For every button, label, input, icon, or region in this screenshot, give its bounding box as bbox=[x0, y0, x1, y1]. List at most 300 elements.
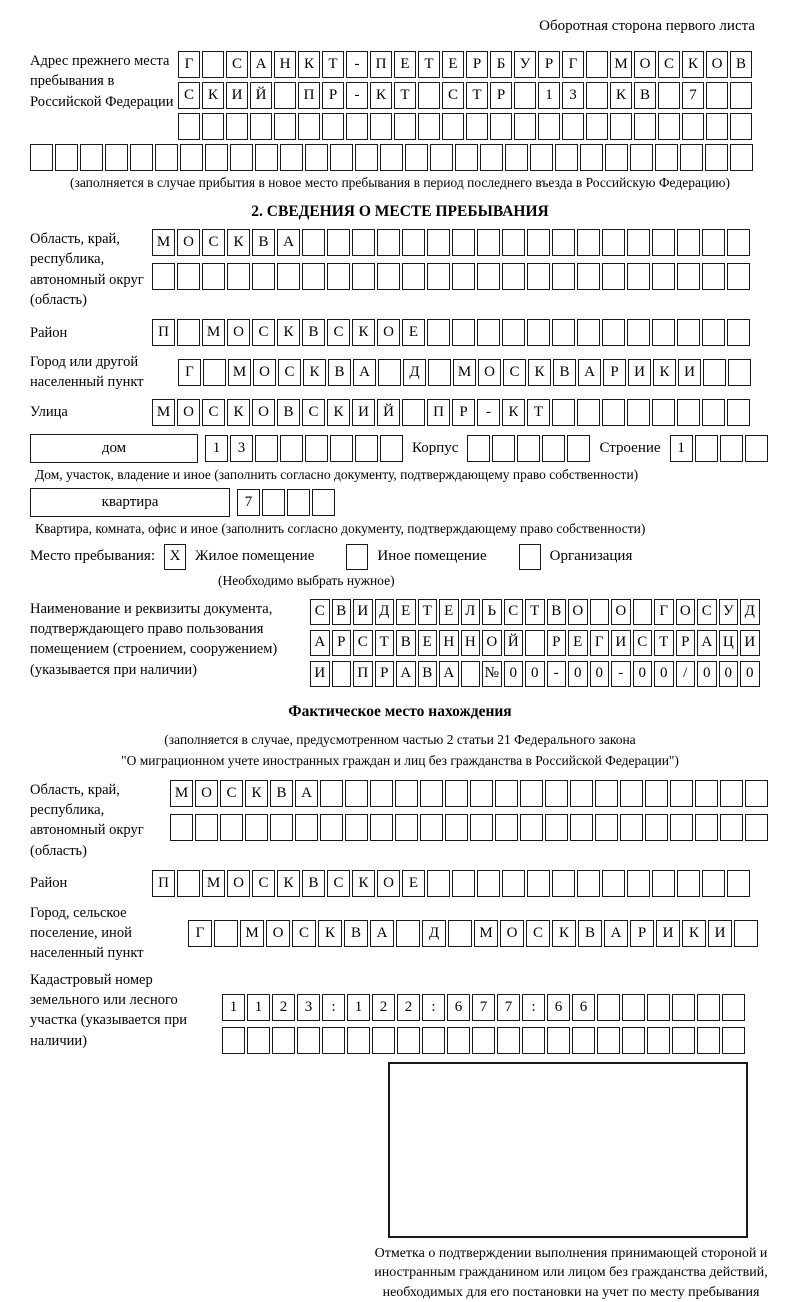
char-cell[interactable] bbox=[420, 814, 443, 841]
char-cell[interactable]: 7 bbox=[682, 82, 704, 109]
char-cell[interactable] bbox=[345, 814, 368, 841]
char-cell[interactable]: С bbox=[202, 399, 225, 426]
char-cell[interactable] bbox=[418, 82, 440, 109]
char-cell[interactable]: Д bbox=[740, 599, 760, 625]
char-cell[interactable]: С bbox=[310, 599, 330, 625]
char-cell[interactable]: К bbox=[610, 82, 632, 109]
char-cell[interactable]: О bbox=[177, 229, 200, 256]
char-cell[interactable] bbox=[720, 780, 743, 807]
char-cell[interactable] bbox=[552, 229, 575, 256]
char-cell[interactable] bbox=[280, 144, 303, 171]
char-cell[interactable]: К bbox=[653, 359, 676, 386]
char-cell[interactable] bbox=[570, 814, 593, 841]
char-cell[interactable] bbox=[525, 630, 545, 656]
char-cell[interactable]: 0 bbox=[697, 661, 717, 687]
char-cell[interactable]: О bbox=[676, 599, 696, 625]
char-cell[interactable] bbox=[452, 870, 475, 897]
char-cell[interactable] bbox=[602, 263, 625, 290]
char-cell[interactable] bbox=[495, 814, 518, 841]
char-cell[interactable] bbox=[477, 870, 500, 897]
char-cell[interactable]: П bbox=[298, 82, 320, 109]
char-cell[interactable]: / bbox=[676, 661, 696, 687]
char-cell[interactable] bbox=[322, 113, 344, 140]
char-cell[interactable] bbox=[727, 263, 750, 290]
char-cell[interactable] bbox=[527, 319, 550, 346]
char-cell[interactable] bbox=[377, 263, 400, 290]
char-cell[interactable] bbox=[522, 1027, 545, 1054]
char-cell[interactable]: С bbox=[353, 630, 373, 656]
char-cell[interactable] bbox=[577, 263, 600, 290]
char-cell[interactable]: - bbox=[346, 82, 368, 109]
char-cell[interactable] bbox=[80, 144, 103, 171]
char-cell[interactable]: М bbox=[152, 229, 175, 256]
char-cell[interactable] bbox=[295, 814, 318, 841]
char-cell[interactable] bbox=[562, 113, 584, 140]
char-cell[interactable] bbox=[255, 144, 278, 171]
char-cell[interactable]: К bbox=[327, 399, 350, 426]
char-cell[interactable] bbox=[547, 1027, 570, 1054]
char-cell[interactable]: Р bbox=[466, 51, 488, 78]
char-cell[interactable] bbox=[427, 229, 450, 256]
char-cell[interactable] bbox=[280, 435, 303, 462]
char-cell[interactable] bbox=[697, 994, 720, 1021]
char-cell[interactable] bbox=[332, 661, 352, 687]
char-cell[interactable]: Р bbox=[676, 630, 696, 656]
char-cell[interactable] bbox=[527, 229, 550, 256]
char-cell[interactable] bbox=[602, 399, 625, 426]
char-cell[interactable] bbox=[514, 82, 536, 109]
char-cell[interactable]: К bbox=[277, 319, 300, 346]
char-cell[interactable]: Ц bbox=[719, 630, 739, 656]
char-cell[interactable] bbox=[570, 780, 593, 807]
char-cell[interactable] bbox=[205, 144, 228, 171]
char-cell[interactable] bbox=[627, 229, 650, 256]
char-cell[interactable] bbox=[745, 435, 768, 462]
char-cell[interactable]: 0 bbox=[568, 661, 588, 687]
char-cell[interactable] bbox=[682, 113, 704, 140]
char-cell[interactable] bbox=[428, 359, 451, 386]
char-cell[interactable]: А bbox=[604, 920, 628, 947]
char-cell[interactable] bbox=[347, 1027, 370, 1054]
char-cell[interactable] bbox=[658, 113, 680, 140]
char-cell[interactable] bbox=[552, 319, 575, 346]
char-cell[interactable] bbox=[195, 814, 218, 841]
char-cell[interactable] bbox=[555, 144, 578, 171]
char-cell[interactable] bbox=[677, 319, 700, 346]
char-cell[interactable] bbox=[595, 780, 618, 807]
char-cell[interactable] bbox=[177, 870, 200, 897]
char-cell[interactable]: И bbox=[310, 661, 330, 687]
char-cell[interactable] bbox=[492, 435, 515, 462]
char-cell[interactable] bbox=[495, 780, 518, 807]
char-cell[interactable]: О bbox=[706, 51, 728, 78]
char-cell[interactable]: 3 bbox=[297, 994, 320, 1021]
char-cell[interactable]: А bbox=[439, 661, 459, 687]
char-cell[interactable]: Р bbox=[630, 920, 654, 947]
char-cell[interactable]: Н bbox=[461, 630, 481, 656]
char-cell[interactable] bbox=[670, 814, 693, 841]
char-cell[interactable] bbox=[730, 144, 753, 171]
char-cell[interactable] bbox=[658, 82, 680, 109]
char-cell[interactable]: С bbox=[226, 51, 248, 78]
organization-checkbox[interactable] bbox=[519, 544, 541, 570]
char-cell[interactable]: С bbox=[178, 82, 200, 109]
char-cell[interactable] bbox=[630, 144, 653, 171]
char-cell[interactable]: Й bbox=[504, 630, 524, 656]
char-cell[interactable] bbox=[322, 1027, 345, 1054]
char-cell[interactable]: К bbox=[245, 780, 268, 807]
char-cell[interactable]: 1 bbox=[670, 435, 693, 462]
char-cell[interactable] bbox=[380, 435, 403, 462]
char-cell[interactable] bbox=[527, 263, 550, 290]
char-cell[interactable] bbox=[645, 814, 668, 841]
char-cell[interactable]: 0 bbox=[654, 661, 674, 687]
char-cell[interactable] bbox=[722, 994, 745, 1021]
char-cell[interactable] bbox=[720, 814, 743, 841]
char-cell[interactable]: С bbox=[503, 359, 526, 386]
char-cell[interactable] bbox=[420, 780, 443, 807]
char-cell[interactable]: Т bbox=[418, 599, 438, 625]
char-cell[interactable] bbox=[30, 144, 53, 171]
char-cell[interactable] bbox=[702, 399, 725, 426]
char-cell[interactable]: К bbox=[370, 82, 392, 109]
char-cell[interactable] bbox=[647, 1027, 670, 1054]
char-cell[interactable] bbox=[302, 229, 325, 256]
char-cell[interactable] bbox=[380, 144, 403, 171]
char-cell[interactable]: А bbox=[396, 661, 416, 687]
char-cell[interactable]: 1 bbox=[347, 994, 370, 1021]
char-cell[interactable] bbox=[672, 994, 695, 1021]
char-cell[interactable] bbox=[422, 1027, 445, 1054]
char-cell[interactable] bbox=[470, 780, 493, 807]
char-cell[interactable] bbox=[502, 870, 525, 897]
char-cell[interactable]: О bbox=[377, 870, 400, 897]
char-cell[interactable] bbox=[652, 870, 675, 897]
char-cell[interactable] bbox=[605, 144, 628, 171]
char-cell[interactable]: - bbox=[477, 399, 500, 426]
char-cell[interactable]: К bbox=[528, 359, 551, 386]
char-cell[interactable] bbox=[372, 1027, 395, 1054]
char-cell[interactable] bbox=[602, 319, 625, 346]
char-cell[interactable]: О bbox=[634, 51, 656, 78]
char-cell[interactable] bbox=[577, 399, 600, 426]
char-cell[interactable]: 2 bbox=[272, 994, 295, 1021]
char-cell[interactable] bbox=[397, 1027, 420, 1054]
char-cell[interactable] bbox=[702, 229, 725, 256]
char-cell[interactable] bbox=[305, 435, 328, 462]
char-cell[interactable] bbox=[502, 319, 525, 346]
char-cell[interactable] bbox=[514, 113, 536, 140]
char-cell[interactable]: А bbox=[353, 359, 376, 386]
char-cell[interactable] bbox=[655, 144, 678, 171]
char-cell[interactable] bbox=[355, 144, 378, 171]
char-cell[interactable] bbox=[590, 599, 610, 625]
char-cell[interactable] bbox=[477, 263, 500, 290]
char-cell[interactable] bbox=[472, 1027, 495, 1054]
char-cell[interactable]: О bbox=[482, 630, 502, 656]
char-cell[interactable]: Г bbox=[188, 920, 212, 947]
char-cell[interactable]: С bbox=[697, 599, 717, 625]
char-cell[interactable] bbox=[214, 920, 238, 947]
char-cell[interactable] bbox=[445, 780, 468, 807]
char-cell[interactable]: У bbox=[514, 51, 536, 78]
char-cell[interactable]: Й bbox=[250, 82, 272, 109]
char-cell[interactable] bbox=[202, 113, 224, 140]
char-cell[interactable] bbox=[597, 994, 620, 1021]
char-cell[interactable] bbox=[577, 229, 600, 256]
char-cell[interactable]: А bbox=[697, 630, 717, 656]
char-cell[interactable]: О bbox=[611, 599, 631, 625]
char-cell[interactable]: С bbox=[442, 82, 464, 109]
char-cell[interactable]: С bbox=[220, 780, 243, 807]
char-cell[interactable]: В bbox=[277, 399, 300, 426]
char-cell[interactable]: Е bbox=[439, 599, 459, 625]
char-cell[interactable]: К bbox=[227, 229, 250, 256]
char-cell[interactable]: - bbox=[346, 51, 368, 78]
char-cell[interactable] bbox=[352, 263, 375, 290]
char-cell[interactable]: : bbox=[322, 994, 345, 1021]
char-cell[interactable]: Г bbox=[654, 599, 674, 625]
char-cell[interactable] bbox=[277, 263, 300, 290]
char-cell[interactable] bbox=[730, 82, 752, 109]
char-cell[interactable] bbox=[427, 319, 450, 346]
char-cell[interactable] bbox=[505, 144, 528, 171]
char-cell[interactable]: Г bbox=[590, 630, 610, 656]
char-cell[interactable]: П bbox=[152, 319, 175, 346]
char-cell[interactable]: Р bbox=[538, 51, 560, 78]
char-cell[interactable] bbox=[702, 319, 725, 346]
char-cell[interactable]: Е bbox=[394, 51, 416, 78]
char-cell[interactable]: Р bbox=[332, 630, 352, 656]
char-cell[interactable]: 0 bbox=[633, 661, 653, 687]
char-cell[interactable] bbox=[370, 780, 393, 807]
char-cell[interactable] bbox=[220, 814, 243, 841]
char-cell[interactable] bbox=[622, 1027, 645, 1054]
char-cell[interactable] bbox=[402, 263, 425, 290]
char-cell[interactable] bbox=[452, 319, 475, 346]
char-cell[interactable] bbox=[530, 144, 553, 171]
char-cell[interactable]: - bbox=[547, 661, 567, 687]
char-cell[interactable] bbox=[652, 319, 675, 346]
char-cell[interactable] bbox=[677, 399, 700, 426]
char-cell[interactable] bbox=[527, 870, 550, 897]
char-cell[interactable]: В bbox=[328, 359, 351, 386]
char-cell[interactable]: И bbox=[656, 920, 680, 947]
char-cell[interactable]: Р bbox=[452, 399, 475, 426]
char-cell[interactable] bbox=[502, 229, 525, 256]
char-cell[interactable]: О bbox=[568, 599, 588, 625]
char-cell[interactable] bbox=[226, 113, 248, 140]
char-cell[interactable]: С bbox=[202, 229, 225, 256]
char-cell[interactable]: А bbox=[277, 229, 300, 256]
char-cell[interactable]: Т bbox=[466, 82, 488, 109]
char-cell[interactable] bbox=[378, 359, 401, 386]
char-cell[interactable]: В bbox=[332, 599, 352, 625]
char-cell[interactable]: № bbox=[482, 661, 502, 687]
char-cell[interactable]: Л bbox=[461, 599, 481, 625]
char-cell[interactable] bbox=[427, 870, 450, 897]
char-cell[interactable] bbox=[130, 144, 153, 171]
char-cell[interactable]: Р bbox=[322, 82, 344, 109]
char-cell[interactable] bbox=[552, 399, 575, 426]
char-cell[interactable]: П bbox=[427, 399, 450, 426]
char-cell[interactable]: Б bbox=[490, 51, 512, 78]
char-cell[interactable]: И bbox=[628, 359, 651, 386]
char-cell[interactable] bbox=[245, 814, 268, 841]
char-cell[interactable]: О bbox=[227, 319, 250, 346]
char-cell[interactable] bbox=[396, 920, 420, 947]
char-cell[interactable] bbox=[502, 263, 525, 290]
char-cell[interactable] bbox=[395, 814, 418, 841]
char-cell[interactable] bbox=[490, 113, 512, 140]
char-cell[interactable] bbox=[652, 263, 675, 290]
char-cell[interactable]: Й bbox=[377, 399, 400, 426]
char-cell[interactable]: Т bbox=[527, 399, 550, 426]
char-cell[interactable] bbox=[247, 1027, 270, 1054]
char-cell[interactable] bbox=[634, 113, 656, 140]
char-cell[interactable]: К bbox=[318, 920, 342, 947]
char-cell[interactable]: М bbox=[453, 359, 476, 386]
char-cell[interactable] bbox=[402, 229, 425, 256]
char-cell[interactable]: С bbox=[292, 920, 316, 947]
char-cell[interactable]: 0 bbox=[590, 661, 610, 687]
char-cell[interactable] bbox=[250, 113, 272, 140]
char-cell[interactable] bbox=[517, 435, 540, 462]
char-cell[interactable]: 1 bbox=[222, 994, 245, 1021]
char-cell[interactable] bbox=[155, 144, 178, 171]
char-cell[interactable] bbox=[727, 870, 750, 897]
char-cell[interactable]: Р bbox=[375, 661, 395, 687]
char-cell[interactable]: К bbox=[303, 359, 326, 386]
char-cell[interactable]: М bbox=[228, 359, 251, 386]
char-cell[interactable]: К bbox=[352, 870, 375, 897]
char-cell[interactable]: 0 bbox=[719, 661, 739, 687]
char-cell[interactable] bbox=[577, 319, 600, 346]
char-cell[interactable] bbox=[580, 144, 603, 171]
char-cell[interactable]: Е bbox=[396, 599, 416, 625]
char-cell[interactable] bbox=[702, 870, 725, 897]
char-cell[interactable]: В bbox=[553, 359, 576, 386]
char-cell[interactable]: С bbox=[278, 359, 301, 386]
char-cell[interactable]: 0 bbox=[740, 661, 760, 687]
char-cell[interactable]: Е bbox=[402, 319, 425, 346]
char-cell[interactable] bbox=[394, 113, 416, 140]
char-cell[interactable]: В bbox=[634, 82, 656, 109]
char-cell[interactable] bbox=[448, 920, 472, 947]
char-cell[interactable]: 3 bbox=[562, 82, 584, 109]
char-cell[interactable] bbox=[545, 780, 568, 807]
char-cell[interactable]: 1 bbox=[205, 435, 228, 462]
char-cell[interactable]: Е bbox=[442, 51, 464, 78]
char-cell[interactable] bbox=[627, 870, 650, 897]
char-cell[interactable] bbox=[402, 399, 425, 426]
char-cell[interactable] bbox=[542, 435, 565, 462]
char-cell[interactable]: Т bbox=[375, 630, 395, 656]
char-cell[interactable] bbox=[355, 435, 378, 462]
char-cell[interactable]: Р bbox=[547, 630, 567, 656]
char-cell[interactable] bbox=[327, 229, 350, 256]
char-cell[interactable]: В bbox=[344, 920, 368, 947]
char-cell[interactable] bbox=[552, 263, 575, 290]
char-cell[interactable]: 6 bbox=[447, 994, 470, 1021]
char-cell[interactable] bbox=[597, 1027, 620, 1054]
char-cell[interactable] bbox=[727, 399, 750, 426]
char-cell[interactable]: С bbox=[327, 870, 350, 897]
char-cell[interactable] bbox=[622, 994, 645, 1021]
char-cell[interactable]: С bbox=[526, 920, 550, 947]
char-cell[interactable]: С bbox=[658, 51, 680, 78]
char-cell[interactable]: Е bbox=[402, 870, 425, 897]
char-cell[interactable]: И bbox=[352, 399, 375, 426]
char-cell[interactable]: Т bbox=[322, 51, 344, 78]
char-cell[interactable] bbox=[203, 359, 226, 386]
char-cell[interactable] bbox=[567, 435, 590, 462]
char-cell[interactable] bbox=[312, 489, 335, 516]
char-cell[interactable] bbox=[670, 780, 693, 807]
char-cell[interactable]: В bbox=[270, 780, 293, 807]
char-cell[interactable] bbox=[728, 359, 751, 386]
char-cell[interactable]: Г bbox=[178, 359, 201, 386]
char-cell[interactable] bbox=[427, 263, 450, 290]
char-cell[interactable]: И bbox=[226, 82, 248, 109]
char-cell[interactable]: К bbox=[352, 319, 375, 346]
char-cell[interactable] bbox=[572, 1027, 595, 1054]
char-cell[interactable] bbox=[152, 263, 175, 290]
char-cell[interactable]: Д bbox=[375, 599, 395, 625]
char-cell[interactable] bbox=[345, 780, 368, 807]
char-cell[interactable]: В bbox=[578, 920, 602, 947]
char-cell[interactable] bbox=[730, 113, 752, 140]
char-cell[interactable]: К bbox=[227, 399, 250, 426]
char-cell[interactable]: 1 bbox=[247, 994, 270, 1021]
char-cell[interactable]: И bbox=[353, 599, 373, 625]
char-cell[interactable]: 7 bbox=[472, 994, 495, 1021]
char-cell[interactable] bbox=[352, 229, 375, 256]
char-cell[interactable]: Т bbox=[394, 82, 416, 109]
char-cell[interactable] bbox=[105, 144, 128, 171]
char-cell[interactable] bbox=[703, 359, 726, 386]
char-cell[interactable]: А bbox=[295, 780, 318, 807]
char-cell[interactable] bbox=[545, 814, 568, 841]
char-cell[interactable] bbox=[442, 113, 464, 140]
char-cell[interactable] bbox=[705, 144, 728, 171]
char-cell[interactable]: Е bbox=[568, 630, 588, 656]
char-cell[interactable] bbox=[330, 435, 353, 462]
char-cell[interactable] bbox=[255, 435, 278, 462]
char-cell[interactable] bbox=[734, 920, 758, 947]
char-cell[interactable]: 2 bbox=[397, 994, 420, 1021]
char-cell[interactable]: К bbox=[298, 51, 320, 78]
char-cell[interactable] bbox=[202, 263, 225, 290]
char-cell[interactable]: И bbox=[611, 630, 631, 656]
char-cell[interactable] bbox=[470, 814, 493, 841]
char-cell[interactable]: Н bbox=[439, 630, 459, 656]
char-cell[interactable] bbox=[552, 870, 575, 897]
char-cell[interactable] bbox=[706, 82, 728, 109]
char-cell[interactable] bbox=[320, 780, 343, 807]
char-cell[interactable]: В bbox=[302, 319, 325, 346]
char-cell[interactable] bbox=[727, 319, 750, 346]
char-cell[interactable] bbox=[287, 489, 310, 516]
char-cell[interactable] bbox=[305, 144, 328, 171]
char-cell[interactable]: П bbox=[370, 51, 392, 78]
char-cell[interactable]: К bbox=[682, 51, 704, 78]
char-cell[interactable]: В bbox=[396, 630, 416, 656]
char-cell[interactable]: О bbox=[377, 319, 400, 346]
char-cell[interactable] bbox=[627, 319, 650, 346]
char-cell[interactable] bbox=[695, 435, 718, 462]
char-cell[interactable]: 2 bbox=[372, 994, 395, 1021]
